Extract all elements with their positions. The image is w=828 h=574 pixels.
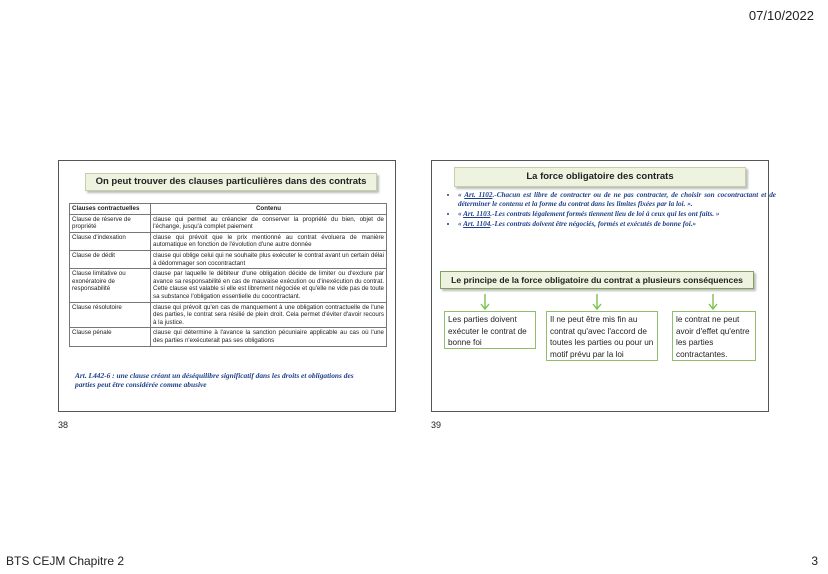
table-row [70, 232, 387, 250]
table-row [70, 328, 387, 346]
articles-list [442, 191, 776, 230]
arrow-down-icon [592, 294, 602, 310]
table-header-clauses: Clauses contractuelles [70, 204, 151, 215]
quote-mark: « [458, 210, 464, 218]
article-text: .-Chacun est libre de contracter ou de ne pas contracter, de choisir son cocontractant et de déterminer le contenu et la forme du contrat dans les limites fixées par la loi. ». [458, 191, 776, 208]
slide-38-title: On peut trouver des clauses particulières dans des contrats [85, 173, 377, 191]
slide-39 [431, 160, 776, 412]
clause-name: Clause d'indexation [70, 232, 151, 250]
slide-number-38: 38 [58, 420, 69, 430]
article-note: Art. L442-6 : une clause créant un déséquilibre significatif dans les droits et obligations des parties peut être considérée comme abusive [75, 371, 354, 389]
slide-38 [58, 160, 396, 412]
consequence-box: le contrat ne peut avoir d'effet qu'entre les parties contractantes. [672, 311, 756, 361]
date: 07/10/2022 [748, 8, 814, 23]
article-ref: Art. 1103 [463, 210, 491, 218]
arrow-down-icon [480, 294, 490, 310]
clause-content: clause par laquelle le débiteur d'une obligation décide de limiter ou d'exclure par avance sa responsabilité en cas de mauvaise exécution ou d'inexécution du contrat. Cette clause est valable si elle est librement négociée et qu'elle ne vide pas de toute sa substance l'obligation essentielle du cocontractant. [151, 269, 387, 302]
footer-course: BTS CEJM Chapitre 2 [6, 554, 125, 568]
table-row [70, 302, 387, 328]
clause-content: clause qui détermine à l'avance la sanction pécuniaire applicable au cas où l'une des parties n'exécuterait pas ses obligations [151, 328, 387, 346]
article-ref: Art. 1102 [464, 191, 493, 199]
clause-name: Clause résolutoire [70, 302, 151, 328]
consequence-box: Les parties doivent exécuter le contrat de bonne foi [444, 311, 536, 349]
clauses-table [69, 203, 387, 347]
quote-mark: « [458, 191, 465, 199]
list-item [458, 191, 776, 209]
table-row [70, 214, 387, 232]
clause-name: Clause limitative ou exonératoire de responsabilité [70, 269, 151, 302]
clause-name: Clause pénale [70, 328, 151, 346]
table-row [70, 269, 387, 302]
list-item [458, 220, 776, 229]
article-text: .-Les contrats doivent être négociés, formés et exécutés de bonne foi.» [490, 220, 697, 228]
table-header-contenu: Contenu [151, 204, 387, 215]
principle-banner: Le principe de la force obligatoire du contrat a plusieurs conséquences [440, 271, 754, 289]
slide-39-title: La force obligatoire des contrats [454, 167, 746, 187]
quote-mark: « [458, 220, 464, 228]
table-row [70, 250, 387, 268]
clause-name: Clause de dédit [70, 250, 151, 268]
clause-content: clause qui permet au créancier de conserver la propriété du bien, objet de l'échange, jusqu'à complet paiement [151, 214, 387, 232]
article-text: .-Les contrats légalement formés tiennent lieu de loi à ceux qui les ont faits. » [490, 210, 720, 218]
page-number: 3 [811, 554, 818, 568]
article-ref: Art. 1104 [463, 220, 491, 228]
clause-content: clause qui prévoit qu'en cas de manquement à une obligation contractuelle de l'une des parties, le contrat sera résilié de plein droit. Cela permet d'éviter d'avoir recours à la justice. [151, 302, 387, 328]
list-item [458, 210, 776, 219]
table-header-row [70, 204, 387, 215]
arrow-down-icon [708, 294, 718, 310]
slide-number-39: 39 [431, 420, 442, 430]
clause-name: Clause de réserve de propriété [70, 214, 151, 232]
clause-content: clause qui prévoit que le prix mentionné au contrat évoluera de manière automatique en fonction de l'évolution d'une autre donnée [151, 232, 387, 250]
clause-content: clause qui oblige celui qui ne souhaite plus exécuter le contrat avant un certain délai à dédommager son cocontractant [151, 250, 387, 268]
consequence-box: Il ne peut être mis fin au contrat qu'avec l'accord de toutes les parties ou pour un motif prévu par la loi [546, 311, 658, 361]
